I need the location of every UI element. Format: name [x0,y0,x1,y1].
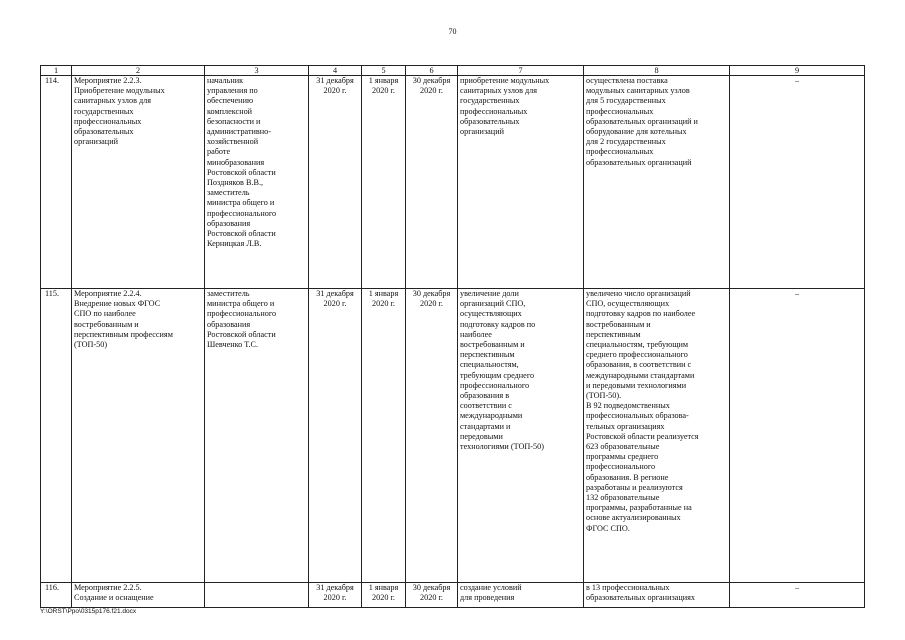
actual-result-cell: осуществлена поставка модульных санитарных узлов для 5 государственных профессиональных образовательных организаций и оборудование для котельных для 2 государственных профессиональных образовательных организаций [586,76,698,167]
actual-result-cell: в 13 профессиональных образовательных организациях [586,583,695,603]
note-cell: – [794,289,800,298]
footer-file-path: Y:\ORST\Ppo\0315p176.f21.docx [40,608,137,615]
row-number: 115. [45,289,60,298]
page-number: 70 [448,27,457,36]
end-date-cell: 30 декабря 2020 г. [412,289,451,309]
expected-result-cell: создание условий для проведения [460,583,522,603]
expected-result-cell: приобретение модульных санитарных узлов для государственных профессиональных образовательных организаций [460,76,550,137]
table-row [41,76,865,289]
expected-result-cell: увеличение доли организаций СПО, осуществляющих подготовку кадров по наиболее востребованным и перспективным специальностям, требующим среднего профессионального образования в соответствии с международными стандартами и передовыми технологиями (ТОП-50) [460,289,544,452]
activity-cell: Мероприятие 2.2.5. Создание и оснащение [74,583,154,603]
header-cell: 4 [309,66,362,76]
header-cell: 7 [458,66,584,76]
table-row [41,583,865,608]
header-cell: 1 [41,66,72,76]
note-cell: – [794,76,800,85]
row-number: 116. [45,583,60,592]
start-date-cell: 1 января 2020 г. [368,583,399,603]
header-row [41,66,865,76]
header-cell: 5 [362,66,406,76]
actual-result-cell: увеличено число организаций СПО, осуществляющих подготовку кадров по наиболее востребованным и перспективным специальностям, требующим среднего профессионального образования, в соответствии с международными стандартами и передовыми технологиями (ТОП-50). В 92 подведомственных профессиональных образова- тельных организациях Ростовской области реализуется 623 образовательные программы среднего профессионального образования. В регионе разработаны и реализуются 132 образовательные программы, разработанные на основе актуализированных ФГОС СПО. [586,289,699,533]
note-cell: – [794,583,800,592]
header-cell: 6 [406,66,458,76]
report-table [40,65,865,608]
plan-date-cell: 31 декабря 2020 г. [316,583,354,603]
header-cell: 9 [730,66,865,76]
plan-date-cell: 31 декабря 2020 г. [316,76,354,96]
activity-cell: Мероприятие 2.2.3. Приобретение модульных санитарных узлов для государственных профессиональных образовательных организаций [74,76,165,147]
header-cell: 3 [205,66,309,76]
table-row [41,289,865,583]
activity-cell: Мероприятие 2.2.4. Внедрение новых ФГОС СПО по наиболее востребованным и перспективным профессиям (ТОП-50) [74,289,173,350]
end-date-cell: 30 декабря 2020 г. [412,76,451,96]
header-cell: 8 [584,66,730,76]
responsible-cell: заместитель министра общего и профессионального образования Ростовской области Шевченко Т.С. [207,289,277,350]
responsible-cell: начальник управления по обеспечению комплексной безопасности и административно- хозяйственной работе минобразования Ростовской области Поздняков В.В., заместитель министра общего и профессионального образования Ростовской области Керницкая Л.В. [207,76,277,249]
plan-date-cell: 31 декабря 2020 г. [316,289,354,309]
end-date-cell: 30 декабря 2020 г. [412,583,451,603]
row-number: 114. [45,76,60,85]
start-date-cell: 1 января 2020 г. [368,76,399,96]
header-cell: 2 [72,66,205,76]
start-date-cell: 1 января 2020 г. [368,289,399,309]
